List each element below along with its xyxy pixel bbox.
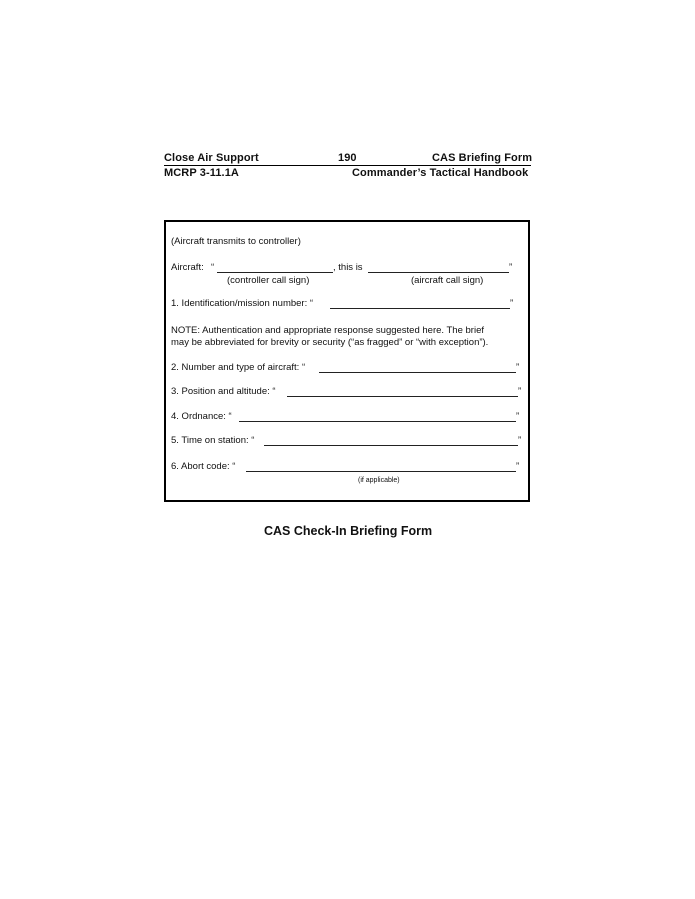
header-page-number: 190 xyxy=(338,152,357,164)
item-2-label: 2. Number and type of aircraft: “ xyxy=(171,362,306,373)
item-4-blank xyxy=(239,421,516,422)
item-6-close-quote: ” xyxy=(516,461,520,472)
item-6-blank xyxy=(246,471,516,472)
briefing-form-box xyxy=(164,220,530,502)
aircraft-call-sign-label: (aircraft call sign) xyxy=(411,275,484,286)
aircraft-label: Aircraft: xyxy=(171,262,204,273)
item-2-blank xyxy=(319,372,516,373)
item-3-label: 3. Position and altitude: “ xyxy=(171,386,276,397)
aircraft-call-sign-blank xyxy=(368,272,509,273)
controller-call-sign-blank xyxy=(217,272,333,273)
item-4-label: 4. Ordnance: “ xyxy=(171,411,232,422)
note-line-1: NOTE: Authentication and appropriate response suggested here. The brief xyxy=(171,325,484,336)
note-line-2: may be abbreviated for brevity or security (“as fragged” or “with exception”). xyxy=(171,337,489,348)
item-5-label: 5. Time on station: “ xyxy=(171,435,255,446)
item-1-blank xyxy=(330,308,510,309)
this-is-text: , this is xyxy=(333,262,363,273)
item-4-close-quote: ” xyxy=(516,411,520,422)
aircraft-close-quote: ” xyxy=(509,262,513,273)
if-applicable-note: (if applicable) xyxy=(358,477,400,484)
item-2-close-quote: ” xyxy=(516,362,520,373)
header-chapter-title: CAS Briefing Form xyxy=(432,152,533,164)
header-handbook-title: Commander’s Tactical Handbook xyxy=(352,167,529,179)
header-section-title: Close Air Support xyxy=(164,152,259,164)
item-3-blank xyxy=(287,396,518,397)
item-5-close-quote: ” xyxy=(518,435,522,446)
figure-caption: CAS Check-In Briefing Form xyxy=(264,524,433,538)
item-6-label: 6. Abort code: “ xyxy=(171,461,236,472)
aircraft-open-quote: “ xyxy=(211,262,215,273)
item-1-label: 1. Identification/mission number: “ xyxy=(171,298,314,309)
item-3-close-quote: ” xyxy=(518,386,522,397)
controller-call-sign-label: (controller call sign) xyxy=(227,275,310,286)
form-intro: (Aircraft transmits to controller) xyxy=(171,236,301,247)
item-5-blank xyxy=(264,445,518,446)
header-rule xyxy=(164,165,531,166)
item-1-close-quote: ” xyxy=(510,298,514,309)
header-publication-id: MCRP 3-11.1A xyxy=(164,167,239,179)
